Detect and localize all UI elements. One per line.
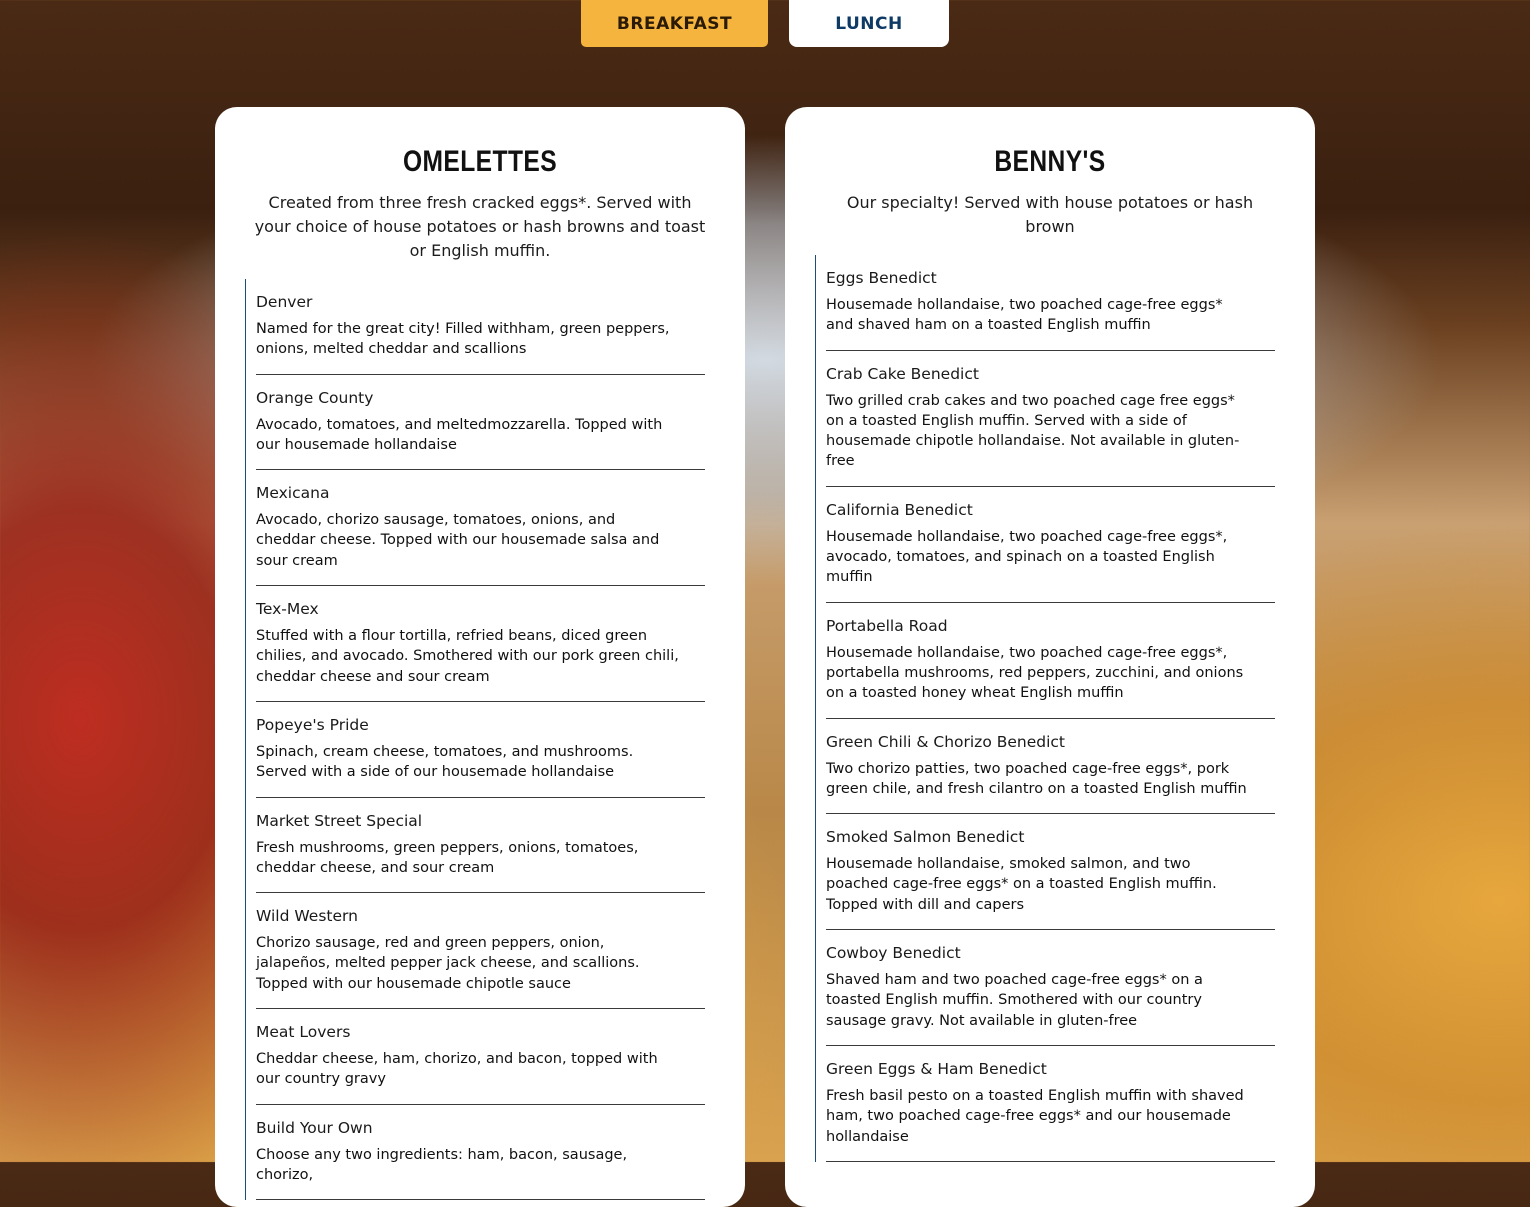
item-name: Meat Lovers (256, 1023, 351, 1042)
item-description: Chorizo sausage, red and green peppers, onion, jalapeños, melted pepper jack cheese, and scallions. Topped with our housemade chipotle sauce (256, 935, 640, 992)
list-item (256, 586, 705, 702)
item-description: Choose any two ingredients: ham, bacon, sausage, chorizo, (256, 1146, 628, 1183)
item-name: Crab Cake Benedict (826, 364, 979, 383)
bennys-card (785, 107, 1315, 1207)
item-description: Two chorizo patties, two poached cage-free eggs*, pork green chile, and fresh cilantro on a toasted English muffin (826, 760, 1247, 797)
list-item (826, 255, 1275, 351)
item-description: Fresh mushrooms, green peppers, onions, tomatoes, cheddar cheese, and sour cream (256, 839, 639, 876)
list-item (826, 719, 1275, 815)
list-item (256, 470, 705, 586)
bennys-description: Our specialty! Served with house potatoes or hash brown (846, 193, 1254, 236)
item-description: Fresh basil pesto on a toasted English muffin with shaved ham, two poached cage-free eggs* and our housemade hollandaise (826, 1087, 1244, 1145)
item-description: Avocado, chorizo sausage, tomatoes, onions, and cheddar cheese. Topped with our housemade salsa and sour cream (256, 512, 660, 569)
item-description: Spinach, cream cheese, tomatoes, and mushrooms. Served with a side of our housemade hollandaise (256, 743, 634, 781)
list-item (256, 893, 705, 1009)
item-name: California Benedict (826, 500, 973, 519)
list-item (826, 487, 1275, 603)
item-name: Eggs Benedict (826, 269, 937, 287)
item-name: Mexicana (256, 484, 330, 503)
item-name: Green Chili & Chorizo Benedict (826, 732, 1066, 751)
bennys-title: BENNY'S (994, 145, 1106, 178)
item-description: Cheddar cheese, ham, chorizo, and bacon, topped with our country gravy (256, 1051, 658, 1088)
menu-tabs (0, 0, 1530, 50)
list-item (826, 930, 1275, 1046)
item-description: Housemade hollandaise, smoked salmon, and two poached cage-free eggs* on a toasted English muffin. Topped with dill and capers (826, 856, 1217, 913)
list-item (256, 1105, 705, 1201)
item-description: Two grilled crab cakes and two poached cage free eggs* on a toasted English muffin. Served with a side of housemade chipotle hollandaise. Not available in gluten-free (826, 392, 1240, 470)
omelettes-card (215, 107, 745, 1207)
omelettes-description: Created from three fresh cracked eggs*. Served with your choice of house potatoes or hash browns and toast or English muffin. (254, 193, 706, 260)
item-name: Cowboy Benedict (826, 944, 961, 963)
omelettes-list (245, 279, 705, 1200)
list-item (826, 814, 1275, 930)
bennys-list (815, 255, 1275, 1162)
omelettes-title: OMELETTES (402, 145, 558, 178)
list-item (256, 798, 705, 894)
item-name: Orange County (256, 388, 374, 407)
list-item (256, 702, 705, 798)
tab-lunch[interactable]: LUNCH (789, 0, 949, 47)
list-item (826, 351, 1275, 487)
item-description: Shaved ham and two poached cage-free eggs* on a toasted English muffin. Smothered with our country sausage gravy. Not available in gluten-free (826, 972, 1203, 1029)
list-item (826, 1046, 1275, 1162)
item-name: Smoked Salmon Benedict (826, 828, 1025, 847)
item-name: Wild Western (256, 907, 358, 926)
item-name: Green Eggs & Ham Benedict (826, 1059, 1047, 1078)
item-name: Portabella Road (826, 616, 948, 635)
item-description: Housemade hollandaise, two poached cage-free eggs*, portabella mushrooms, red peppers, zucchini, and onions on a toasted honey wheat English muffin (826, 644, 1244, 702)
list-item (256, 1009, 705, 1105)
list-item (826, 603, 1275, 719)
item-name: Tex-Mex (256, 600, 319, 619)
item-name: Denver (256, 293, 313, 311)
list-item (256, 375, 705, 471)
item-description: Housemade hollandaise, two poached cage-free eggs*, avocado, tomatoes, and spinach on a toasted English muffin (826, 528, 1228, 586)
item-description: Stuffed with a flour tortilla, refried beans, diced green chilies, and avocado. Smothered with our pork green chili, cheddar cheese and sour cream (256, 628, 679, 685)
item-description: Housemade hollandaise, two poached cage-free eggs* and shaved ham on a toasted English muffin (826, 297, 1223, 334)
item-name: Build Your Own (256, 1118, 373, 1137)
tab-breakfast[interactable]: BREAKFAST (581, 0, 768, 47)
item-description: Avocado, tomatoes, and meltedmozzarella. Topped with our housemade hollandaise (256, 416, 663, 453)
item-description: Named for the great city! Filled withham, green peppers, onions, melted cheddar and scallions (256, 321, 670, 358)
item-name: Market Street Special (256, 811, 423, 830)
list-item (256, 279, 705, 375)
item-name: Popeye's Pride (256, 715, 369, 734)
